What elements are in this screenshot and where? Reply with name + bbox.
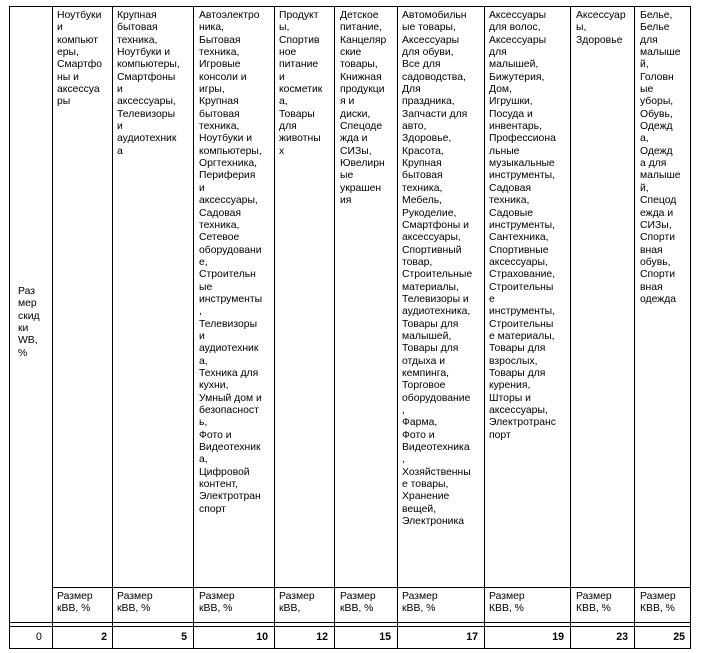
col-border-9 bbox=[634, 6, 635, 649]
sublabel-top-border bbox=[53, 587, 691, 588]
value-cell-25: 25 bbox=[673, 631, 685, 643]
category-cell-17: Автомобильн ые товары, Аксессуары для обуви, Все для садоводства, Для праздника, Запчасти для авто, Здоровье, Красота, Крупная бытовая техника, Мебель, Рукоделие, Смартфоны и аксессуары, Спортивный товар, Строительные материалы, Телевизоры и аудиотехника, Товары для малышей, Товары для отдыха и кемпинга, Торговое оборудование , Фарма, Фото и Видеотехника , Хозяйственны е товары, Хранение вещей, Электроника bbox=[402, 10, 473, 528]
category-cell-2: Ноутбуки и компьют еры, Смартфо ны и аксессуа ры bbox=[57, 10, 103, 108]
value-cell-15: 15 bbox=[379, 631, 391, 643]
row-header-discount-size: Раз мер скид ки WB, % bbox=[18, 286, 40, 359]
size-label-23: Размер КВВ, % bbox=[576, 591, 612, 615]
col-border-0 bbox=[9, 6, 10, 649]
category-cell-12: Продукт ы, Спортив ное питание и косметик а, Товары для животны х bbox=[279, 10, 323, 157]
value-cell-19: 19 bbox=[552, 631, 564, 643]
size-label-25: Размер КВВ, % bbox=[640, 591, 676, 615]
col-border-1 bbox=[52, 6, 53, 649]
col-border-5 bbox=[334, 6, 335, 649]
col-border-10 bbox=[690, 6, 691, 649]
col-border-3 bbox=[193, 6, 194, 649]
size-label-17: Размер кВВ, % bbox=[402, 591, 438, 615]
value-cell-2: 2 bbox=[101, 631, 107, 643]
category-cell-23: Аксессуар ы, Здоровье bbox=[576, 10, 626, 46]
size-label-10: Размер кВВ, % bbox=[199, 591, 235, 615]
value-cell-17: 17 bbox=[466, 631, 478, 643]
category-cell-10: Автоэлектро ника, Бытовая техника, Игровые консоли и игры, Крупная бытовая техника, Ноутбуки и компьютеры, Оргтехника, Периферия и аксессуары, Садовая техника, Сетевое оборудовани е, Строительн ые инструменты , Телевизоры и аудиотехник а, Техника для кухни, Умный дом и безопасност ь, Фото и Видеотехник а, Цифровой контент, Электротран спорт bbox=[199, 10, 263, 515]
category-cell-15: Детское питание, Канцеляр ские товары, Книжная продукци я и диски, Спецоде жда и СИЗы, Ювелирн ые украшен ия bbox=[340, 10, 387, 207]
size-label-5: Размер кВВ, % bbox=[117, 591, 153, 615]
value-cell-23: 23 bbox=[616, 631, 628, 643]
value-cell-12: 12 bbox=[316, 631, 328, 643]
category-cell-5: Крупная бытовая техника, Ноутбуки и компьютеры, Смартфоны и аксессуары, Телевизоры и аудиотехник а bbox=[117, 10, 180, 157]
value-cell-10: 10 bbox=[256, 631, 268, 643]
size-label-2: Размер кВВ, % bbox=[57, 591, 93, 615]
col-border-6 bbox=[397, 6, 398, 649]
col-border-7 bbox=[484, 6, 485, 649]
value-cell-zero: 0 bbox=[36, 631, 42, 643]
category-cell-19: Аксессуары для волос, Аксессуары для малышей, Бижутерия, Дом, Игрушки, Посуда и инвентарь, Профессиона льные музыкальные инструменты, Садовая техника, Садовые инструменты, Сантехника, Спортивные аксессуары, Страхование, Строительны е инструменты, Строительны е материалы, Товары для взрослых, Товары для курения, Шторы и аксессуары, Электротранс порт bbox=[489, 10, 556, 441]
size-label-15: Размер кВВ, % bbox=[340, 591, 376, 615]
size-label-19: Размер КВВ, % bbox=[489, 591, 525, 615]
col-border-8 bbox=[570, 6, 571, 649]
col-border-2 bbox=[112, 6, 113, 649]
category-cell-25: Белье, Белье для малышe й, Головн ые уборы, Обувь, Одежд а, Одежд а для малыше й, Спецод ежда и СИЗы, Спорти вная обувь, Спорти вная одежда bbox=[640, 10, 681, 305]
size-label-12: Размер кВВ, bbox=[279, 591, 315, 615]
col-border-4 bbox=[274, 6, 275, 649]
value-cell-5: 5 bbox=[181, 631, 187, 643]
